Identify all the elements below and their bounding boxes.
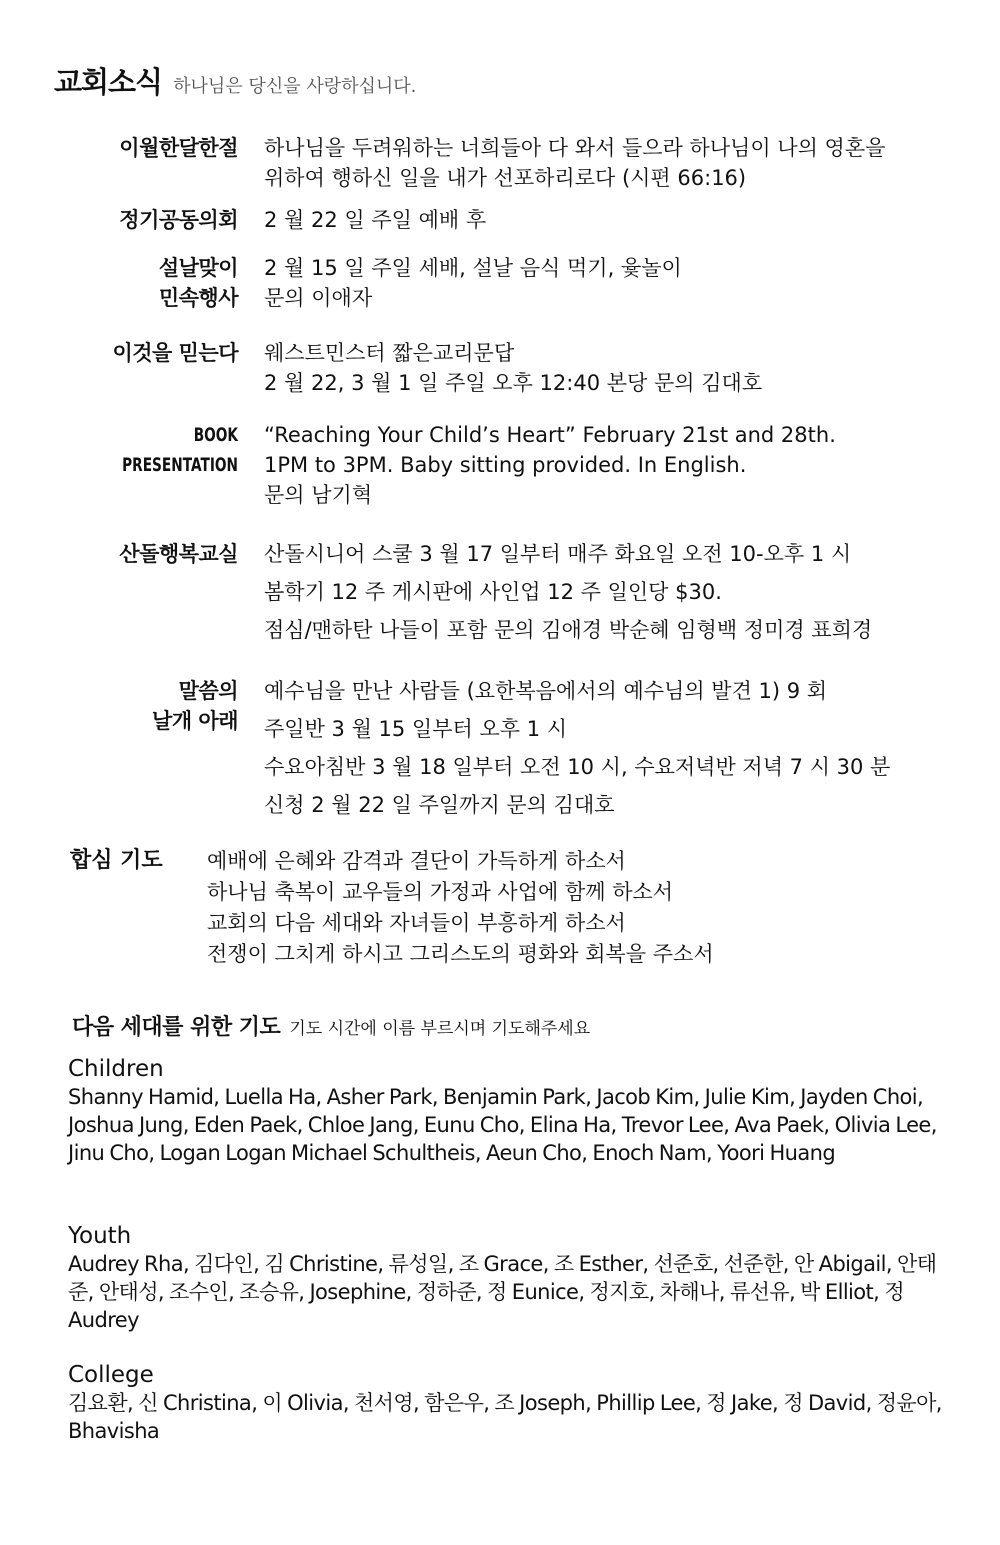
- announcement-label: 이것을 믿는다: [112, 341, 238, 365]
- announcement-body: 2 월 22 일 주일 예배 후: [264, 208, 487, 232]
- prayer-body: [207, 846, 714, 970]
- group-names: Shanny Hamid, Luella Ha, Asher Park, Benjamin Park, Jacob Kim, Julie Kim, Jayden Choi, Joshua Jung, Eden Paek, Chloe Jang, Eunu Cho, Elina Ha, Trevor Lee, Ava Paek, Olivia Lee, Jinu Cho, Logan Logan Michael Schultheis, Aeun Cho, Enoch Nam, Yoori Huang: [68, 1085, 937, 1165]
- page-subtitle: 하나님은 당신을 사랑하십니다.: [173, 76, 417, 97]
- next-generation-header: [72, 1010, 590, 1041]
- announcement-label: 설날맞이 민속행사: [158, 256, 238, 310]
- announcement-label: 정기공동의회: [119, 208, 238, 232]
- group-names: 김요환, 신 Christina, 이 Olivia, 천서영, 함은우, 조 Joseph, Phillip Lee, 정 Jake, 정 David, 정윤아, Bhavisha: [68, 1391, 942, 1443]
- announcement-body: 2 월 15 일 주일 세배, 설날 음식 먹기, 윷놀이 문의 이애자: [264, 256, 682, 310]
- announcement-body: 하나님을 두려워하는 너희들아 다 와서 들으라 하나님이 나의 영혼을 위하여 행하신 일을 내가 선포하리로다 (시편 66:16): [264, 136, 886, 190]
- prayer-line: 전쟁이 그치게 하시고 그리스도의 평화와 회복을 주소서: [207, 942, 714, 966]
- announcement-label: BOOK PRESENTATION: [122, 424, 238, 476]
- group-title: Children: [68, 1056, 164, 1082]
- announcement-label: 말씀의 날개 아래: [152, 679, 238, 733]
- announcement-body: 웨스트민스터 짧은교리문답 2 월 22, 3 월 1 일 주일 오후 12:40 본당 문의 김대호: [264, 341, 763, 395]
- next-generation-subtitle: 기도 시간에 이름 부르시며 기도해주세요: [289, 1019, 591, 1039]
- announcement-body: 예수님을 만난 사람들 (요한복음에서의 예수님의 발견 1) 9 회 주일반 3 월 15 일부터 오후 1 시 수요아침반 3 월 18 일부터 오전 10 시, 수요저녁반 저녁 7 시 30 분 신청 2 월 22 일 주일까지 문의 김대호: [264, 679, 891, 817]
- page-title: 교회소식: [54, 65, 163, 99]
- group-youth: [68, 1222, 948, 1334]
- prayer-line: 교회의 다음 세대와 자녀들이 부흥하게 하소서: [207, 911, 626, 935]
- group-children: [68, 1055, 948, 1167]
- announcement-body: 산돌시니어 스쿨 3 월 17 일부터 매주 화요일 오전 10-오후 1 시 봄학기 12 주 게시판에 사인업 12 주 일인당 $30. 점심/맨하탄 나들이 포함 문의 김애경 박순혜 임형백 정미경 표희경: [264, 542, 873, 642]
- group-title: Youth: [68, 1223, 132, 1249]
- announcement-label: 산돌행복교실: [119, 542, 238, 566]
- next-generation-title: 다음 세대를 위한 기도: [72, 1015, 281, 1040]
- group-names: Audrey Rha, 김다인, 김 Christine, 류성일, 조 Grace, 조 Esther, 선준호, 선준한, 안 Abigail, 안태준, 안태성, 조수인, 조승유, Josephine, 정하준, 정 Eunice, 정지호, 차해나, 류선유, 박 Elliot, 정 Audrey: [68, 1252, 937, 1332]
- page-header: [54, 60, 416, 101]
- group-title: College: [68, 1362, 154, 1388]
- announcement-label: 이월한달한절: [119, 136, 238, 160]
- group-college: [68, 1361, 948, 1445]
- prayer-label: 합심 기도: [70, 848, 163, 873]
- announcement-body: “Reaching Your Child’s Heart” February 21st and 28th. 1PM to 3PM. Baby sitting provided. In English. 문의 남기혁: [264, 423, 836, 507]
- prayer-line: 예배에 은혜와 감격과 결단이 가득하게 하소서: [207, 849, 626, 873]
- prayer-line: 하나님 축복이 교우들의 가정과 사업에 함께 하소서: [207, 880, 674, 904]
